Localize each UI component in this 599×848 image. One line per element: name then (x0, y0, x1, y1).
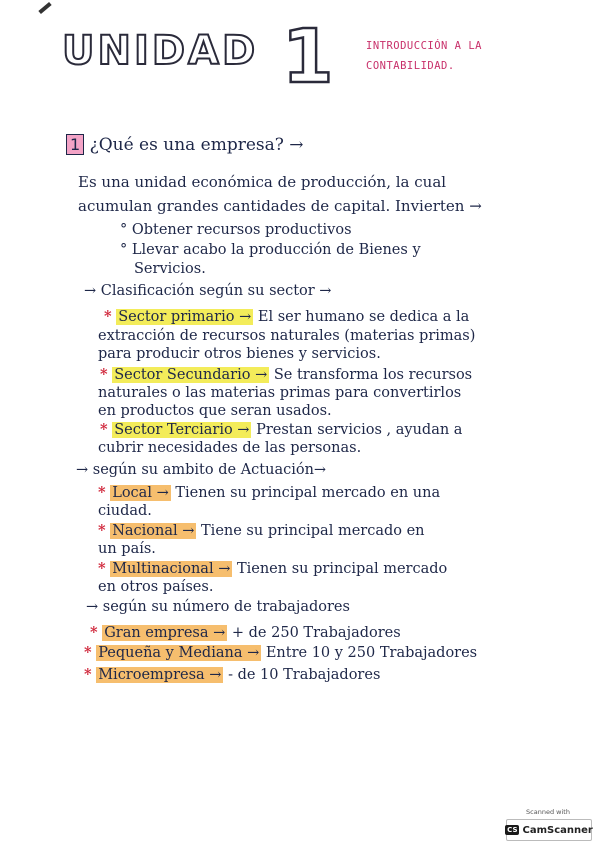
star-bullet-icon: * (90, 624, 98, 641)
trabajadores-gran-text: + de 250 Trabajadores (231, 625, 401, 641)
ambito-heading: → según su ambito de Actuación→ (76, 462, 327, 478)
subtitle-line-2: CONTABILIDAD. (366, 60, 455, 72)
unit-title-word: UNIDAD (62, 28, 259, 74)
sector-secundario-text-2: naturales o las materias primas para convertirlos (98, 385, 462, 401)
sector-secundario-text-3: en productos que seran usados. (98, 403, 332, 419)
ambito-nacional-text-2: un país. (98, 541, 156, 557)
trabajadores-pyme-label: Pequeña y Mediana → (98, 645, 260, 661)
camscanner-watermark (506, 808, 593, 840)
trabajadores-micro (84, 666, 380, 683)
trabajadores-gran-label: Gran empresa → (104, 625, 226, 641)
question-heading (66, 134, 304, 155)
trabajadores-micro-label: Microempresa → (98, 667, 222, 683)
ambito-multi-text-1: Tienen su principal mercado (236, 561, 448, 577)
unit-subtitle (366, 36, 546, 76)
ambito-local-text-2: ciudad. (98, 503, 152, 519)
star-bullet-icon: * (98, 484, 106, 501)
scanned-with-label: Scanned with (526, 808, 570, 816)
sector-terciario-line-1 (100, 421, 462, 438)
star-bullet-icon: * (100, 421, 108, 438)
sector-secundario-text-1: Se transforma los recursos (273, 367, 473, 383)
star-bullet-icon: * (104, 308, 112, 325)
camscanner-brand-label: CamScanner (522, 824, 593, 836)
ambito-local-text-1: Tienen su principal mercado en una (175, 485, 441, 501)
unit-title-number: 1 (282, 14, 334, 100)
definition-line-2: acumulan grandes cantidades de capital. Invierten → (78, 197, 482, 215)
sector-terciario-text-1: Prestan servicios , ayudan a (256, 422, 463, 438)
sector-terciario-label: Sector Terciario → (114, 422, 250, 438)
trabajadores-pyme (84, 644, 477, 661)
sector-primario-text-3: para producir otros bienes y servicios. (98, 346, 381, 362)
star-bullet-icon: * (100, 366, 108, 383)
ambito-multi-label: Multinacional → (112, 561, 231, 577)
sector-secundario-line-1 (100, 366, 472, 383)
definition-line-1: Es una unidad económica de producción, la cual (78, 173, 447, 191)
sector-primario-line-1 (104, 308, 469, 325)
pencil-mark-icon (38, 2, 51, 14)
question-number-box: 1 (66, 134, 84, 155)
definition-bullet-2b: Servicios. (134, 261, 206, 277)
star-bullet-icon: * (98, 522, 106, 539)
sector-primario-label: Sector primario → (118, 309, 252, 325)
ambito-nacional-text-1: Tiene su principal mercado en (201, 523, 425, 539)
definition-bullet-1: ° Obtener recursos productivos (120, 222, 352, 238)
star-bullet-icon: * (84, 644, 92, 661)
trabajadores-heading: → según su número de trabajadores (86, 599, 350, 615)
trabajadores-micro-text: - de 10 Trabajadores (228, 667, 381, 683)
sector-terciario-text-2: cubrir necesidades de las personas. (98, 440, 362, 456)
ambito-local-line-1 (98, 484, 440, 501)
sector-secundario-label: Sector Secundario → (114, 367, 268, 383)
star-bullet-icon: * (98, 560, 106, 577)
sector-primario-text-2: extracción de recursos naturales (materias primas) (98, 328, 476, 344)
star-bullet-icon: * (84, 666, 92, 683)
camscanner-brand (506, 819, 592, 841)
ambito-local-label: Local → (112, 485, 169, 501)
unit-title (62, 14, 362, 100)
question-text: ¿Qué es una empresa? → (89, 135, 304, 155)
ambito-nacional-line-1 (98, 522, 425, 539)
trabajadores-gran (90, 624, 401, 641)
definition-bullet-2: ° Llevar acabo la producción de Bienes y (120, 242, 421, 258)
sector-primario-text-1: El ser humano se dedica a la (257, 309, 470, 325)
ambito-multi-text-2: en otros países. (98, 579, 214, 595)
sector-heading: → Clasificación según su sector → (84, 283, 332, 299)
subtitle-line-1: INTRODUCCIÓN A LA (366, 40, 482, 52)
ambito-multi-line-1 (98, 560, 447, 577)
trabajadores-pyme-text: Entre 10 y 250 Trabajadores (265, 645, 478, 661)
ambito-nacional-label: Nacional → (112, 523, 195, 539)
camscanner-logo-icon: CS (507, 826, 518, 834)
